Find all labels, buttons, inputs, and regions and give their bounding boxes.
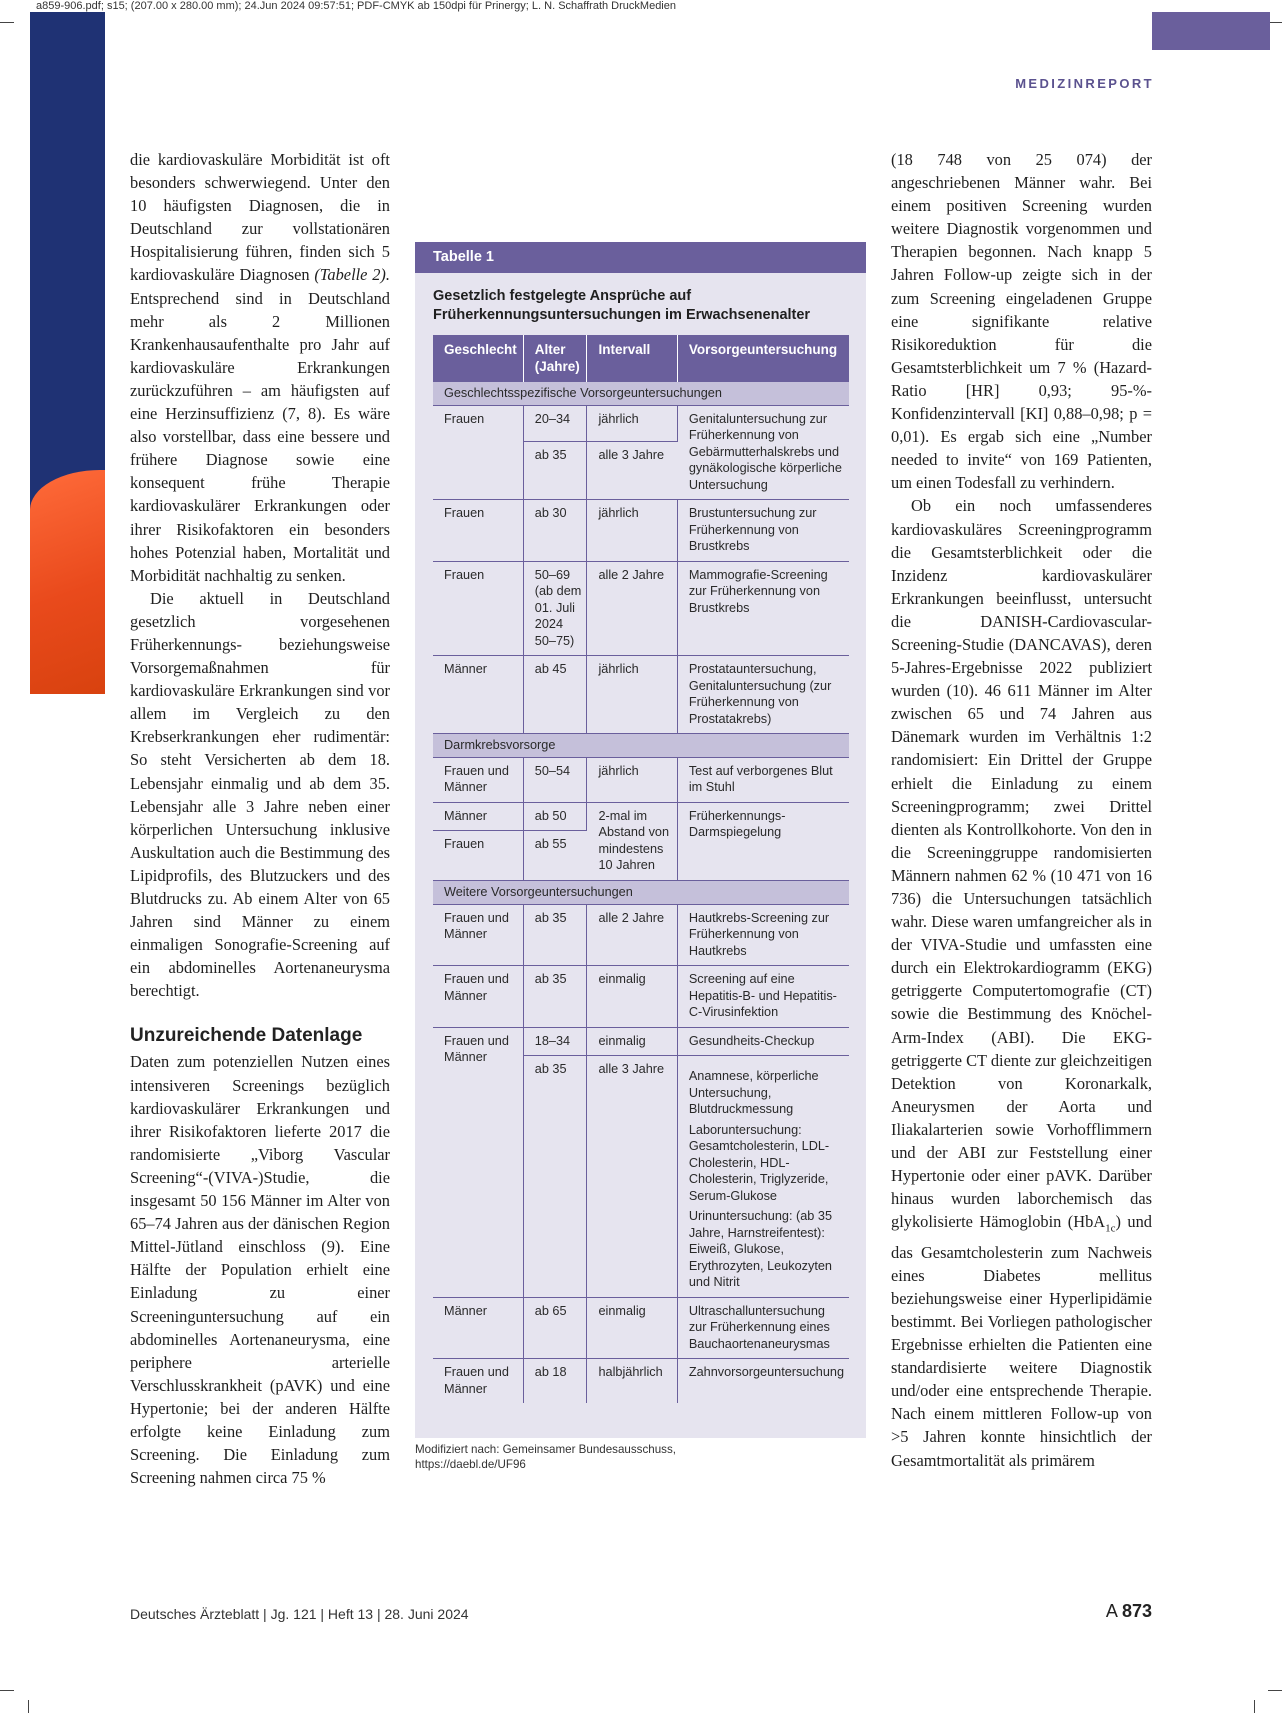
- table-row: ab 35 alle 3 Jahre: [433, 442, 849, 500]
- section-label: MEDIZINREPORT: [1015, 76, 1154, 91]
- column-header: Vorsorgeuntersuchung: [677, 335, 849, 382]
- table-box: [415, 242, 866, 1438]
- table-row: ab 35 alle 3 Jahre Anamnese, körperliche Untersuchung, Blutdruckmessung Laboruntersuchung: Gesamtcholesterin, LDL-Cholesterin, HDL-Cholesterin, Triglyzeride, Serum-Glukose Urinuntersuchung: (ab 35 Jahre, Harnstreifentest): Eiweiß, Glukose, Erythrozyten, Leukozyten und Nitrit: [433, 1056, 849, 1298]
- table-label: Tabelle 1: [415, 242, 866, 273]
- paragraph: Daten zum potenziellen Nutzen eines intensiveren Screenings bezüglich kardiovaskulärer Erkrankungen und ihrer Risikofaktoren lieferte 2017 die randomisierte „Viborg Vascular Screening“-(VIVA-)Studie, die insgesamt 50 156 Männer im Alter von 65–74 Jahren aus der dänischen Region Mittel-Jütland einschloss (9). Eine Hälfte der Population erhielt eine Einladung zu einer Screeninguntersuchung auf ein abdominelles Aortenaneurysma, eine periphere arterielle Verschlusskrankheit (pAVK) und eine Hypertonie; bei der anderen Hälfte erfolgte keine Einladung zum Screening. Die Einladung zum Screening nahmen circa 75 %: [130, 1052, 390, 1488]
- table-row: Frauen 20–34 jährlich Genitaluntersuchung zur Früherkennung von Gebärmutterhalskrebs und gynäkologische körperliche Untersuchung: [433, 405, 849, 442]
- page-number: A 873: [1105, 1601, 1152, 1621]
- table-header-row: [433, 335, 849, 382]
- paragraph: Ob ein noch umfassenderes kardiovaskuläres Screeningprogramm die Gesamtsterblichkeit oder die Inzidenz kardiovaskulärer Erkrankungen beeinflusst, untersucht die DANISH-Cardiovascular-Screening-Studie (DANCAVAS), deren 5-Jahres-Ergebnisse 2022 publiziert wurden (10). 46 611 Männer im Alter zwischen 65 und 74 Jahren aus Dänemark wurden im Verhältnis 1:2 randomisiert: Ein Drittel der Gruppe erhielt die Einladung zu einem Screeningprogramm; zwei Drittel dienten als Kontrollkohorte. Von den in die Screeninggruppe randomisierten Männern nahmen 62 % (10 471 von 16 736) die Untersuchungen tatsächlich wahr. Diese waren umfangreicher als in der VIVA-Studie und umfassten eine durch ein Elektrokardiogramm (EKG) getriggerte Computertomografie (CT) sowie die Bestimmung des Knöchel-Arm-Index (ABI). Die EKG-getriggerte CT diente zur gleichzeitigen Detektion von Koronarkalk, Aneurysmen der Aorta und Iliakalarterien sowie Vorhofflimmern und der ABI zur Feststellung einer Hypertonie oder einer pAVK. Darüber hinaus wurden laborchemisch das glykolisierte Hämoglobin (HbA$_{1c}$) und das Gesamtcholesterin zum Nachweis eines Diabetes mellitus beziehungsweise einer Hyperlipidämie bestimmt. Bei Vorliegen pathologischer Ergebnisse erhielten die Patienten eine standardisierte weitere Diagnostik und/oder eine entsprechende Therapie. Nach einem mittleren Follow-up von >5 Jahren konnte hinsichtlich der Gesamtmortalität als primärem: [891, 496, 1152, 1470]
- column-header: Intervall: [587, 335, 677, 382]
- crop-mark: [28, 1700, 29, 1713]
- print-slug-line: a859-906.pdf; s15; (207.00 x 280.00 mm); 24.Jun 2024 09:57:51; PDF-CMYK ab 150dpi für Prinergy; L. N. Schaffrath DruckMedien: [36, 0, 676, 12]
- left-text-column: [130, 148, 390, 1489]
- column-header: Alter (Jahre): [523, 335, 587, 382]
- column-header: Geschlecht: [433, 335, 523, 382]
- decorative-corner-box: [1152, 12, 1270, 50]
- table-reference: (Tabelle 2).: [314, 265, 390, 285]
- paragraph: Die aktuell in Deutschland gesetzlich vorgesehenen Früherkennungs- beziehungsweise Vorsorgemaßnahmen für kardiovaskuläre Erkrankungen sind vor allem im Vergleich zu den Krebserkrankungen eher rudimentär: So steht Versicherten ab dem 18. Lebensjahr einmalig und ab dem 35. Lebensjahr alle 3 Jahre neben einer körperlichen Untersuchung inklusive Auskultation auch die Bestimmung des Lipidprofils, des Blutzuckers und des Blutdrucks zu. Ab einem Alter von 65 Jahren sind Männer zu einem einmaligen Sonografie-Screening auf ein abdominelles Aortenaneurysma berechtigt.: [130, 588, 390, 1001]
- section-heading: Unzureichende Datenlage: [130, 1025, 363, 1047]
- table-row: Frauen und Männer 50–54 jährlich Test auf verborgenes Blut im Stuhl: [433, 757, 849, 802]
- crop-mark: [1268, 22, 1282, 23]
- crop-mark: [1268, 1690, 1282, 1691]
- table-row: Frauen und Männer ab 18 halbjährlich Zahnvorsorgeuntersuchung: [433, 1359, 849, 1404]
- subscript: 1c: [1105, 1222, 1116, 1235]
- table-row: Männer ab 45 jährlich Prostatauntersuchung, Genitaluntersuchung (zur Früherkennung von Prostatakrebs): [433, 656, 849, 734]
- table-row: Frauen 50–69 (ab dem 01. Juli 2024 50–75) alle 2 Jahre Mammografie-Screening zur Früherkennung von Brustkrebs: [433, 561, 849, 656]
- table-group-row: Darmkrebsvorsorge: [433, 734, 849, 758]
- table-row: Männer ab 50 2-mal im Abstand von mindestens 10 Jahren Früherkennungs-Darmspiegelung: [433, 802, 849, 831]
- table-row: Männer ab 65 einmalig Ultraschalluntersuchung zur Früherkennung eines Bauchaortenaneurysmas: [433, 1297, 849, 1359]
- crop-mark: [1254, 1700, 1255, 1713]
- crop-mark: [0, 1690, 14, 1691]
- paragraph: (18 748 von 25 074) der angeschriebenen Männer wahr. Bei einem positiven Screening wurden weitere Diagnostik vorgenommen und Therapien begonnen. Nach knapp 5 Jahren Follow-up zeigte sich in der zum Screening eingeladenen Gruppe eine signifikante relative Risikoreduktion für die Gesamtsterblichkeit um 7 % (Hazard-Ratio [HR] 0,93; 95-%-Konfidenzintervall [KI] 0,88–0,98; p = 0,01). Es ergab sich eine „Number needed to invite“ von 169 Patienten, um einen Todesfall zu verhindern.: [891, 150, 1152, 493]
- table-row: Frauen ab 55: [433, 831, 849, 881]
- decorative-image-fragment: [30, 470, 105, 694]
- table-row: Frauen und Männer ab 35 einmalig Screening auf eine Hepatitis-B- und Hepatitis-C-Virusinfektion: [433, 966, 849, 1028]
- crop-mark: [0, 22, 14, 23]
- table-group-row: Weitere Vorsorgeuntersuchungen: [433, 881, 849, 905]
- journal-footer: Deutsches Ärzteblatt | Jg. 121 | Heft 13 | 28. Juni 2024: [130, 1606, 469, 1622]
- table-footnote: Modifiziert nach: Gemeinsamer Bundesausschuss, https://daebl.de/UF96: [415, 1443, 676, 1471]
- exam-detail: Laboruntersuchung: Gesamtcholesterin, LDL-Cholesterin, HDL-Cholesterin, Triglyzeride, Serum-Glukose: [688, 1122, 830, 1203]
- table-title: Gesetzlich festgelegte Ansprüche auf Früherkennungsuntersuchungen im Erwachsenenalter: [433, 288, 811, 323]
- exam-detail: Anamnese, körperliche Untersuchung, Blutdruckmessung: [688, 1069, 819, 1116]
- exam-detail: Urinuntersuchung: (ab 35 Jahre, Harnstreifentest): Eiweiß, Glukose, Erythrozyten, Leukozyten und Nitrit: [688, 1209, 833, 1289]
- table-group-row: Geschlechtsspezifische Vorsorgeuntersuchungen: [433, 382, 849, 406]
- paragraph: die kardiovaskuläre Morbidität ist oft besonders schwerwiegend. Unter den 10 häufigsten Diagnosen, die in Deutschland zur vollstationären Hospitalisierung führen, finden sich 5 kardiovaskuläre Diagnosen (Tabelle 2). Entsprechend sind in Deutschland mehr als 2 Millionen Krankenhausaufenthalte pro Jahr auf kardiovaskuläre Erkrankungen zurückzuführen – am häufigsten auf eine Herzinsuffizienz (7, 8). Es wäre also vorstellbar, dass eine bessere und frühere Diagnose sowie eine konsequent frühe Therapie kardiovaskulärer Erkrankungen oder ihrer Risikofaktoren ein besonders hohes Potenzial haben, Mortalität und Morbidität nachhaltig zu senken.: [130, 150, 390, 585]
- right-text-column: [891, 148, 1152, 1472]
- table-row: Frauen ab 30 jährlich Brustuntersuchung zur Früherkennung von Brustkrebs: [433, 500, 849, 562]
- screening-table: [433, 335, 849, 1403]
- table-row: Frauen und Männer 18–34 einmalig Gesundheits-Checkup: [433, 1027, 849, 1056]
- table-row: Frauen und Männer ab 35 alle 2 Jahre Hautkrebs-Screening zur Früherkennung von Hautkrebs: [433, 904, 849, 966]
